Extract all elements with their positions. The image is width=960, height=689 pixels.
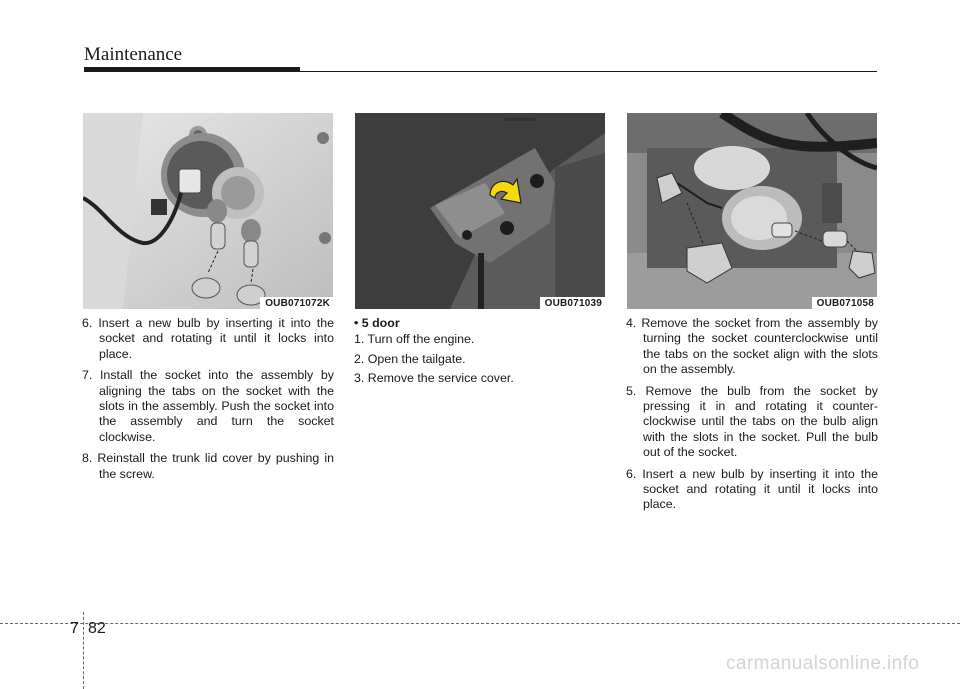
subsection-heading: • 5 door [354,316,400,330]
instruction-step: 6. Insert a new bulb by inserting it into the socket and rotating it until it locks into place. [82,316,334,361]
instruction-step: 3. Remove the service cover. [354,371,514,386]
footer-divider [83,612,84,689]
figure-service-cover [355,113,605,309]
figure-code: OUB071039 [540,297,605,309]
service-cover-illustration [355,113,605,309]
column-1-instructions [82,316,334,488]
instruction-step: 1. Turn off the engine. [354,332,475,347]
footer-rule [0,623,960,624]
section-title: Maintenance [84,44,183,65]
header-rule-thick [84,67,300,72]
bulb-socket-removal-illustration [627,113,877,309]
figure-tail-lamp-socket [83,113,333,309]
watermark: carmanualsonline.info [726,653,920,674]
chapter-number: 7 [70,620,79,637]
figure-code: OUB071072K [260,297,333,309]
instruction-step: 7. Install the socket into the assembly by aligning the tabs on the socket with the slots in the assembly. Push the socket into the assembly and turn the socket clockwise. [82,368,334,444]
instruction-step: 4. Remove the socket from the assembly by turning the socket counterclockwise until the tabs on the socket align with the slots on the assembly. [626,316,878,377]
figure-bulb-socket-removal [627,113,877,309]
instruction-step: 8. Reinstall the trunk lid cover by pushing in the screw. [82,451,334,481]
instruction-step: 2. Open the tailgate. [354,351,466,366]
column-2-instructions [354,316,606,391]
tail-lamp-socket-illustration [83,113,333,309]
instruction-step: 5. Remove the bulb from the socket by pressing it in and rotating it counter-clockwise until the tabs on the bulb align with the slots in the socket. Pull the bulb out of the socket. [626,383,878,460]
column-3-instructions [626,316,878,519]
instruction-step: 6. Insert a new bulb by inserting it into the socket and rotating it until it locks into place. [626,466,878,512]
header-rule-thin [300,71,877,72]
figure-code: OUB071058 [812,297,877,309]
page-number: 82 [88,620,106,637]
